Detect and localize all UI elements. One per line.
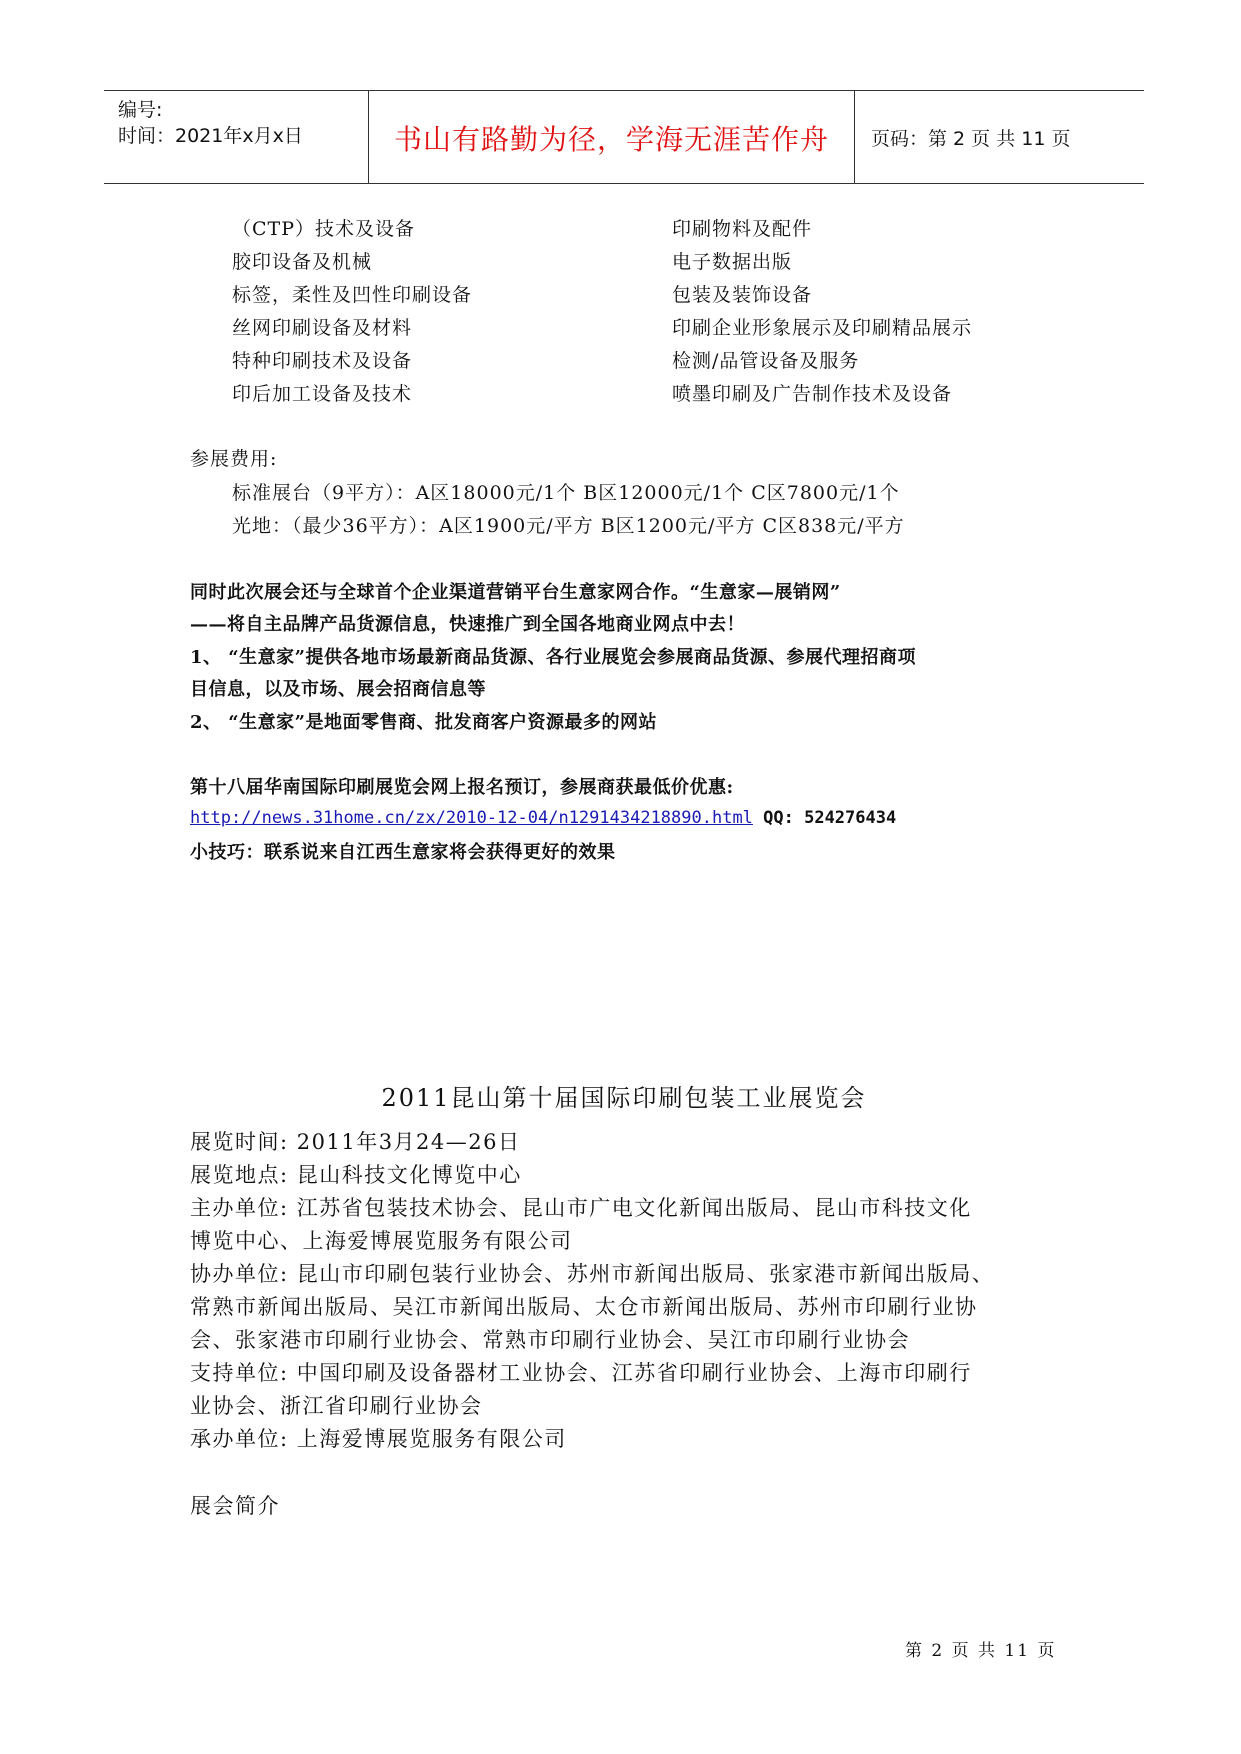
exhibition-line-8: 支持单位: 中国印刷及设备器材工业协会、江苏省印刷行业协会、上海市印刷行 — [190, 1361, 972, 1385]
header-info-cell — [104, 91, 369, 183]
signup-url-link[interactable]: http://news.31home.cn/zx/2010-12-04/n1291434218890.html — [190, 808, 753, 828]
page-header — [104, 90, 1144, 184]
exhibition-line-9: 业协会、浙江省印刷行业协会 — [190, 1394, 483, 1418]
category-left-6: 印后加工设备及技术 — [232, 383, 413, 405]
exhibition-line-3: 主办单位: 江苏省包装技术协会、昆山市广电文化新闻出版局、昆山市科技文化 — [190, 1196, 972, 1220]
category-left-5: 特种印刷技术及设备 — [232, 350, 413, 372]
signup-tip: 小技巧：联系说来自江西生意家将会获得更好的效果 — [190, 842, 616, 863]
header-page-cell — [855, 91, 1144, 183]
promo-paragraph-1: 同时此次展会还与全球首个企业渠道营销平台生意家网合作。“生意家—展销网” — [190, 582, 841, 603]
page-footer: 第 2 页 共 11 页 — [905, 1641, 1057, 1661]
fees-standard-booth: 标准展台（9平方）：A区18000元/1个 B区12000元/1个 C区7800元/1个 — [232, 482, 900, 504]
category-right-1: 印刷物料及配件 — [672, 218, 813, 240]
exhibition-line-6: 常熟市新闻出版局、吴江市新闻出版局、太仓市新闻出版局、苏州市印刷行业协 — [190, 1295, 978, 1319]
fees-raw-space: 光地：（最少36平方）：A区1900元/平方 B区1200元/平方 C区838元/平方 — [232, 515, 905, 537]
category-right-5: 检测/品管设备及服务 — [672, 350, 860, 372]
signup-line: 第十八届华南国际印刷展览会网上报名预订，参展商获最低价优惠: — [190, 777, 734, 798]
promo-item-1a: 1、 “生意家”提供各地市场最新商品货源、各行业展览会参展商品货源、参展代理招商项 — [190, 647, 916, 668]
signup-qq: QQ: 524276434 — [752, 808, 897, 828]
category-right-2: 电子数据出版 — [672, 251, 793, 273]
document-number-label: 编号: — [118, 99, 163, 121]
exhibition-line-1: 展览时间: 2011年3月24—26日 — [190, 1130, 521, 1154]
header-motto: 书山有路勤为径，学海无涯苦作舟 — [393, 123, 829, 156]
category-right-3: 包装及装饰设备 — [672, 284, 813, 306]
category-left-1: （CTP）技术及设备 — [232, 218, 415, 240]
exhibition-line-5: 协办单位: 昆山市印刷包装行业协会、苏州市新闻出版局、张家港市新闻出版局、 — [190, 1262, 995, 1286]
header-motto-cell — [369, 91, 855, 183]
fees-heading: 参展费用: — [190, 448, 278, 470]
exhibition-line-10: 承办单位: 上海爱博展览服务有限公司 — [190, 1427, 567, 1451]
promo-item-2: 2、 “生意家”是地面零售商、批发商客户资源最多的网站 — [190, 712, 657, 733]
exhibition-intro-heading: 展会简介 — [190, 1494, 280, 1518]
promo-item-1b: 目信息，以及市场、展会招商信息等 — [190, 679, 486, 700]
category-left-2: 胶印设备及机械 — [232, 251, 373, 273]
exhibition-line-7: 会、张家港市印刷行业协会、常熟市印刷行业协会、吴江市印刷行业协会 — [190, 1328, 910, 1352]
exhibition-title: 2011昆山第十届国际印刷包装工业展览会 — [381, 1084, 867, 1112]
category-right-6: 喷墨印刷及广告制作技术及设备 — [672, 383, 953, 405]
document-time-label: 时间：2021年x月x日 — [118, 125, 303, 147]
category-left-4: 丝网印刷设备及材料 — [232, 317, 413, 339]
exhibition-line-4: 博览中心、上海爱博展览服务有限公司 — [190, 1229, 573, 1253]
exhibition-line-2: 展览地点: 昆山科技文化博览中心 — [190, 1163, 522, 1187]
signup-link-row — [190, 806, 896, 828]
category-right-4: 印刷企业形象展示及印刷精品展示 — [672, 317, 973, 339]
category-left-3: 标签，柔性及凹性印刷设备 — [232, 284, 473, 306]
promo-paragraph-2: ——将自主品牌产品货源信息，快速推广到全国各地商业网点中去！ — [190, 614, 745, 635]
header-page-number: 页码：第 2 页 共 11 页 — [871, 128, 1071, 150]
